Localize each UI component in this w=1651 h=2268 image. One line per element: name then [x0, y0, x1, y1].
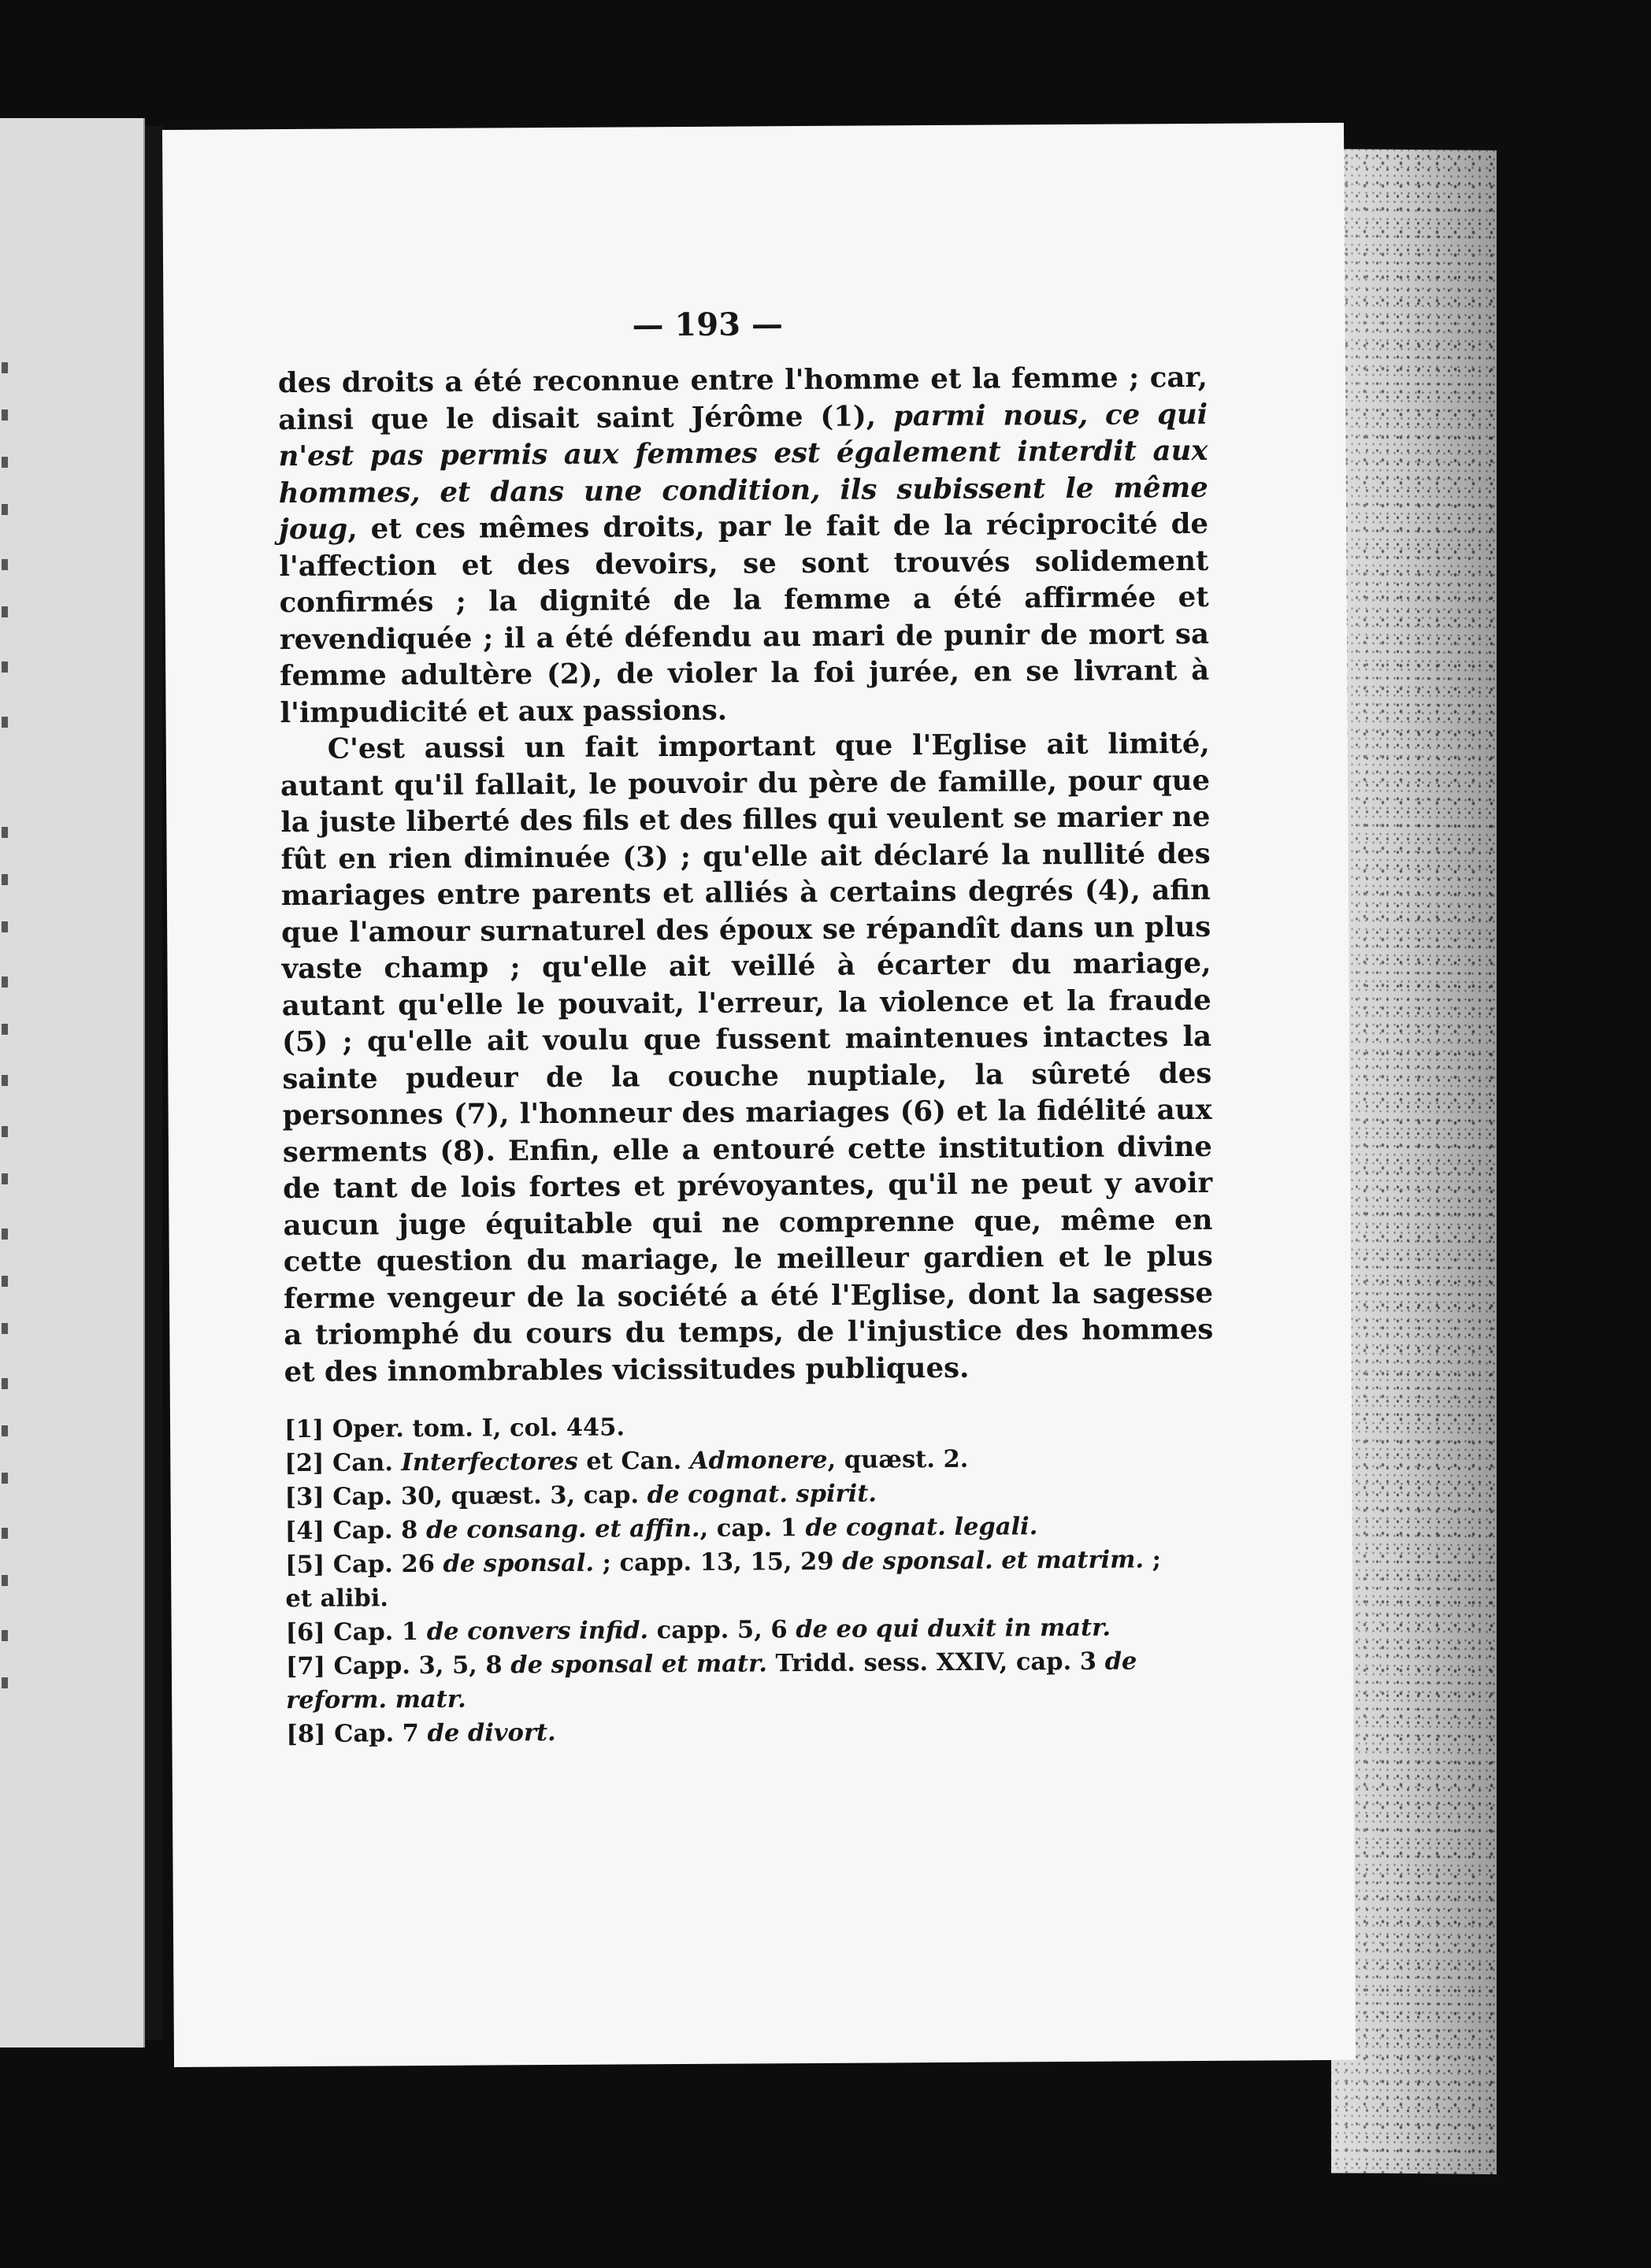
footnotes — [261, 1407, 1193, 1751]
footnote-2: [2] Can. Interfectores et Can. Admonere, quæst. 2. — [284, 1444, 969, 1478]
footnote-8: [8] Cap. 7 de divort. — [286, 1718, 556, 1749]
footnote-4: [4] Cap. 8 de consang. et affin., cap. 1 de cognat. legali. — [284, 1512, 1038, 1546]
footnote-6: [6] Cap. 1 de convers infid. capp. 5, 6 de eo qui duxit in matr. — [285, 1613, 1111, 1647]
footnote-7: [7] Capp. 3, 5, 8 de sponsal et matr. Tridd. sess. XXIV, cap. 3 de — [285, 1647, 1137, 1681]
facing-page-text-fragments — [0, 118, 11, 2048]
footnote-7-continuation: reform. matr. — [286, 1684, 466, 1715]
body-text — [278, 360, 1214, 1391]
book-page — [162, 123, 1356, 2067]
paragraph-1: des droits a été reconnue entre l'homme et la femme ; car, ainsi que le disait saint Jérôme (1), parmi nous, ce qui n'est pas permis aux femmes est également interdit aux hommes, et dans une condition, ils subissent le même joug, et ces mêmes droits, par le fait de la réciprocité de l'affection et des devoirs, se sont trouvés solidement confirmés ; la dignité de la femme a été affirmée et revendiquée ; il a été défendu au mari de punir de mort sa femme adultère (2), de violer la foi jurée, en se livrant à l'impudicité et aux passions. — [277, 361, 1210, 729]
footnote-3: [3] Cap. 30, quæst. 3, cap. de cognat. spirit. — [284, 1479, 877, 1512]
footnote-1: [1] Oper. tom. I, col. 445. — [284, 1413, 625, 1444]
book-gutter — [145, 126, 162, 2040]
paragraph-2: C'est aussi un fait important que l'Eglise ait limité, autant qu'il fallait, le pouvoir du père de famille, pour que la juste liberté des fils et des filles qui veulent se marier ne fût en rien diminuée (3) ; qu'elle ait déclaré la nullité des mariages entre parents et alliés à certains degrés (4), afin que l'amour surnaturel des époux se répandît dans un plus vaste champ ; qu'elle ait veillé à écarter du mariage, autant qu'elle le pouvait, l'erreur, la violence et la fraude (5) ; qu'elle ait voulu que fussent maintenues intactes la sainte pudeur de la couche nuptiale, la sûreté des personnes (7), l'honneur des mariages (6) et la fidélité aux serments (8). Enfin, elle a entouré cette institution divine de tant de lois fortes et prévoyantes, qu'il ne peut y avoir aucun juge équitable qui ne comprenne que, même en cette question du mariage, le meilleur gardien et le plus ferme vengeur de la société a été l'Eglise, dont la sagesse a triomphé du cours du temps, de l'injustice des hommes et des innombrables vicissitudes publiques. — [280, 727, 1214, 1388]
facing-page-edge — [0, 118, 145, 2048]
footnote-5-continuation: et alibi. — [285, 1584, 389, 1614]
footnote-5: [5] Cap. 26 de sponsal. ; capp. 13, 15, 29 de sponsal. et matrim. ; — [285, 1545, 1162, 1580]
page-number: — 193 — — [632, 306, 784, 344]
book-page-edges-shade — [1331, 150, 1497, 2174]
